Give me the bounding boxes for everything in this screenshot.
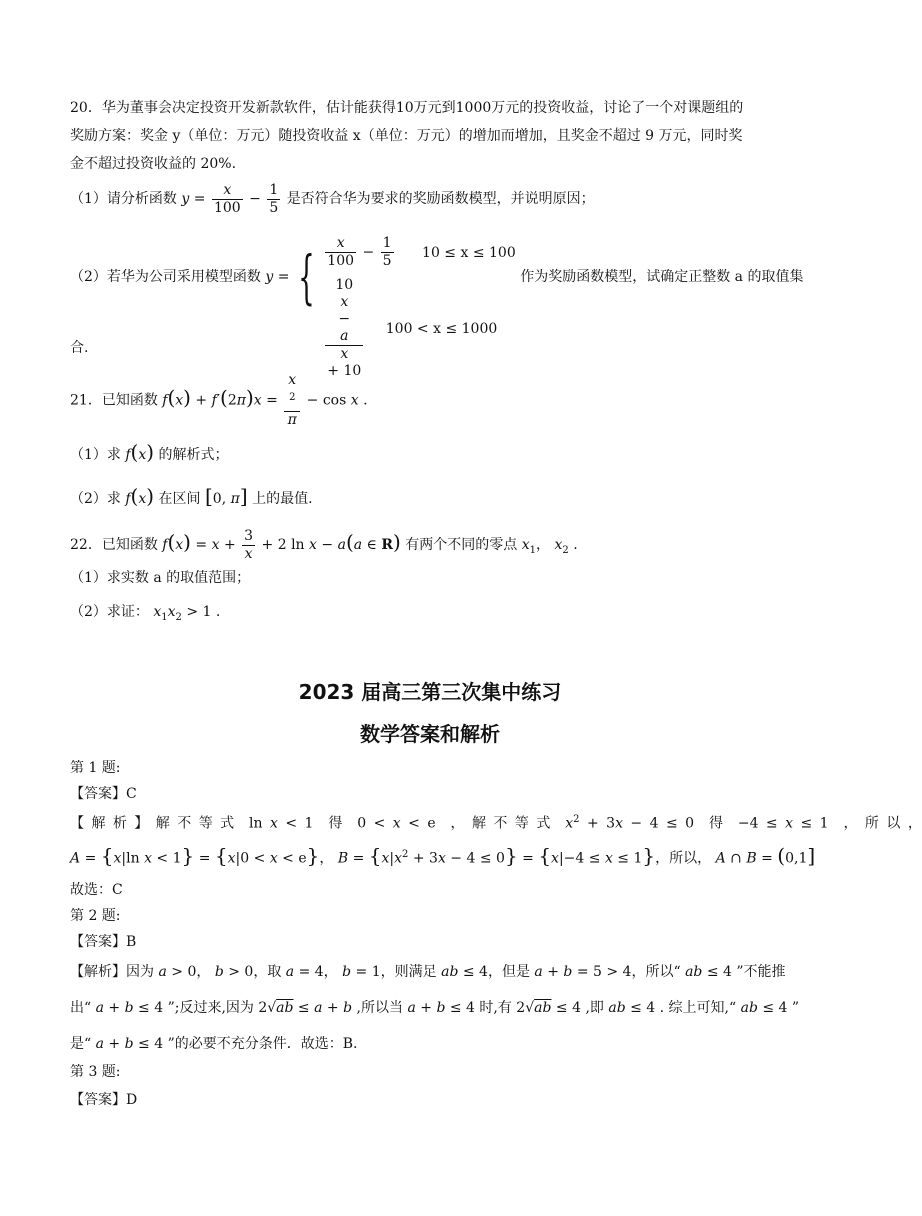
a2-answer: 【答案】B [70, 934, 137, 950]
a2-analysis-line2: 出“ a + b ≤ 4 ”;反过来,因为 2√ab ≤ a + b ,所以当 a + b ≤ 4 时,有 2√ab ≤ 4 ,即 ab ≤ 4 . 综上可知,“ ab ≤ 4 ” [70, 1000, 800, 1016]
answer-subtitle: 数学答案和解析 [360, 722, 500, 746]
q20-part1-formula: y = $\frac{x}{100}$ − $\frac{1}{5}$ [181, 181, 279, 216]
q21-part2: （2）求 f(x) 在区间 [0, π] 上的最值. [70, 484, 313, 508]
q22-part2: （2）求证： $x_1x_2 > 1$ . [70, 604, 221, 623]
q20-part2-prefix: （2）若华为公司采用模型函数 [70, 269, 261, 285]
q20-case1-condition: 10 ≤ x ≤ 100 [422, 244, 516, 261]
q21-part1: （1）求 f(x) 的解析式； [70, 440, 229, 464]
q20-part2-end: 合. [70, 340, 89, 356]
q20-line3: 金不超过投资收益的 20%. [70, 156, 237, 172]
a1-label: 第 1 题: [70, 760, 121, 776]
a1-analysis-line2: A = {x|ln x < 1} = {x|0 < x < e}， $B = \{x|x^2 + 3x - 4 \le 0\} = \{x|-4 \le x \le 1\}$，所以， A ∩ B = (0,1] [70, 843, 816, 868]
q20-line1: 20．华为董事会决定投资开发新款软件，估计能获得10万元到1000万元的投资收益，讨论了一个对课题组的 [70, 100, 744, 116]
q22-stem: 22．已知函数 f(x) = x + $\frac{3}{x}$ + 2 ln x − a(a ∈ R) 有两个不同的零点 $x_1$， $x_2$ . [70, 527, 578, 562]
q20-piecewise: y = { $\frac{x}{100}$ − $\frac{1}{5}$ 10 ≤ x ≤ 100 10 x − a x + 10 100 < x ≤ 1000 [265, 235, 516, 379]
q20-part1-prefix: （1）请分析函数 [70, 191, 177, 207]
a2-analysis-line1: 【解析】因为 a > 0， b > 0，取 a = 4， b = 1，则满足 ab ≤ 4，但是 a + b = 5 > 4，所以“ ab ≤ 4 ”不能推 [70, 964, 786, 980]
q21-stem: 21．已知函数 f(x) + f′(2π)x = x $^2$ π − cos x . [70, 372, 368, 428]
q20-case2-condition: 100 < x ≤ 1000 [385, 320, 498, 337]
q20-part1 [70, 180, 595, 218]
q22-part1: （1）求实数 a 的取值范围； [70, 570, 251, 586]
q20-part2 [70, 232, 804, 379]
a1-choice: 故选：C [70, 882, 123, 898]
a2-label: 第 2 题: [70, 908, 121, 924]
q20-part2-suffix: 作为奖励函数模型，试确定正整数 a 的取值集 [520, 269, 804, 285]
a1-analysis-line1: 【 解 析 】 解 不 等 式 ln x < 1 得 0 < x < e ， 解 不 等 式 $x^2 + 3x - 4 \le 0$ 得 −4 ≤ x ≤ 1 ， 所 以 ， [70, 814, 922, 832]
q20-line2: 奖励方案：奖金 y（单位：万元）随投资收益 x（单位：万元）的增加而增加，且奖金不超过 9 万元，同时奖 [70, 128, 743, 144]
answer-title: 2023 届高三第三次集中练习 [298, 680, 562, 704]
a2-analysis-line3: 是“ a + b ≤ 4 ”的必要不充分条件．故选：B. [70, 1036, 358, 1052]
a3-label: 第 3 题: [70, 1064, 121, 1080]
a1-answer: 【答案】C [70, 786, 137, 802]
q20-part1-suffix: 是否符合华为要求的奖励函数模型，并说明原因； [286, 191, 595, 207]
a3-answer: 【答案】D [70, 1092, 138, 1108]
